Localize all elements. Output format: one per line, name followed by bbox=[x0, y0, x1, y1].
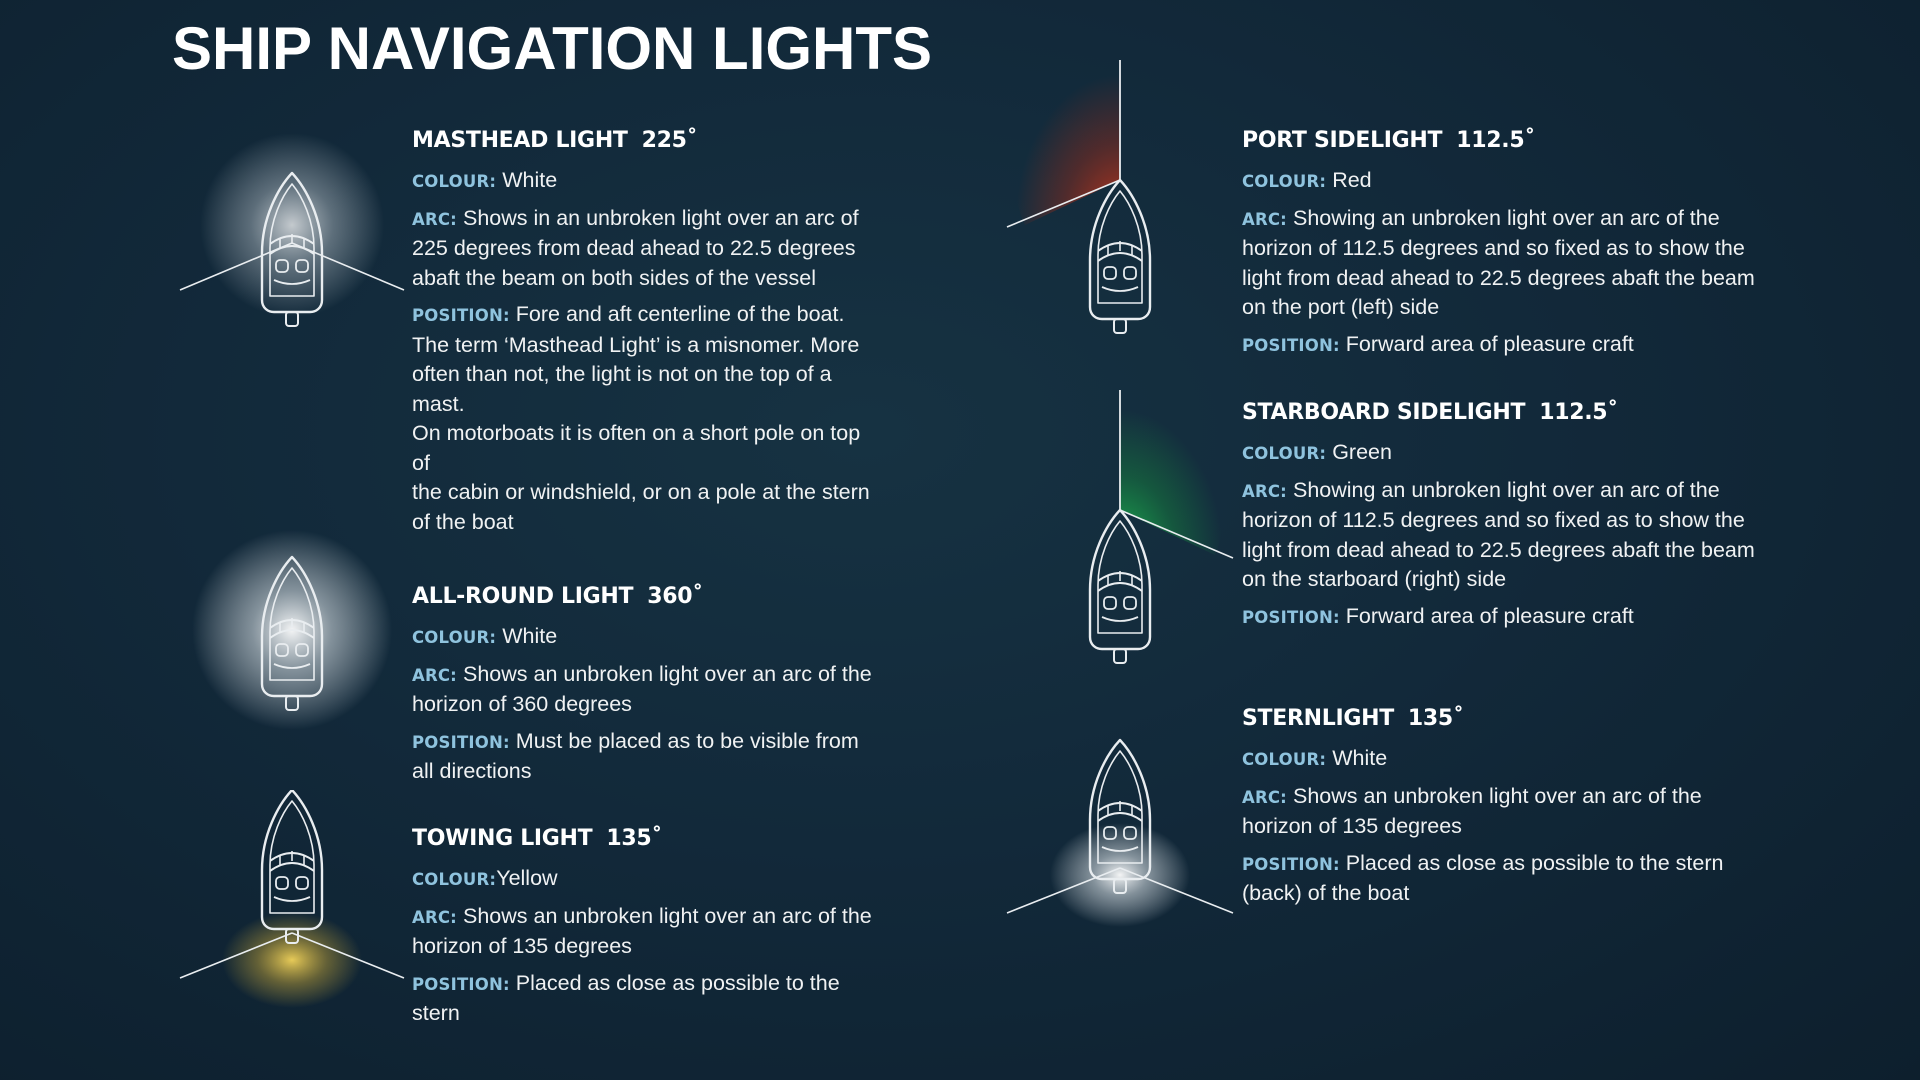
starboard-sidelight-diagram bbox=[995, 390, 1235, 590]
masthead-light-diagram bbox=[170, 130, 410, 330]
stern-arc: ARC: Shows an unbroken light over an arc of the horizon of 135 degrees bbox=[1242, 783, 1702, 838]
masthead-arc: ARC: Shows in an unbroken light over an arc of 225 degrees from dead ahead to 22.5 degrees abaft the beam on both sides of the vessel bbox=[412, 205, 859, 290]
towing-position: POSITION: Placed as close as possible to the stern bbox=[412, 970, 840, 1025]
starboard-sidelight-angle: 112.5˚ bbox=[1539, 400, 1618, 425]
towing-light-angle: 135˚ bbox=[606, 826, 663, 851]
port-position: POSITION: Forward area of pleasure craft bbox=[1242, 331, 1634, 356]
all-round-light-diagram bbox=[170, 520, 410, 720]
port-sidelight-diagram bbox=[995, 55, 1235, 255]
masthead-light-section bbox=[412, 128, 882, 544]
towing-arc: ARC: Shows an unbroken light over an arc of the horizon of 135 degrees bbox=[412, 903, 872, 958]
stern-position: POSITION: Placed as close as possible to the stern (back) of the boat bbox=[1242, 850, 1724, 905]
all-round-light-heading bbox=[412, 584, 882, 609]
starboard-position: POSITION: Forward area of pleasure craft bbox=[1242, 603, 1634, 628]
all-round-light-name: ALL-ROUND LIGHT bbox=[412, 584, 634, 609]
all-round-light-angle: 360˚ bbox=[647, 584, 703, 609]
masthead-note-2: On motorboats it is often on a short pole on top of bbox=[412, 421, 861, 475]
port-sidelight-heading bbox=[1242, 128, 1762, 153]
towing-colour: COLOUR:Yellow bbox=[412, 866, 558, 890]
port-sidelight-name: PORT SIDELIGHT bbox=[1242, 128, 1443, 153]
port-sidelight-section bbox=[1242, 128, 1762, 367]
port-arc: ARC: Showing an unbroken light over an arc of the horizon of 112.5 degrees and so fixed as to show the light from dead ahead to 22.5 degrees abaft the beam on the port (left) side bbox=[1242, 205, 1755, 319]
all-round-arc: ARC: Shows an unbroken light over an arc of the horizon of 360 degrees bbox=[412, 661, 872, 716]
masthead-position: POSITION: Fore and aft centerline of the boat. bbox=[412, 302, 845, 326]
towing-light-diagram bbox=[170, 790, 410, 990]
masthead-light-heading bbox=[412, 128, 882, 153]
masthead-note-1: The term ‘Masthead Light’ is a misnomer. More often than not, the light is not on the top of a mast. bbox=[412, 332, 860, 416]
starboard-arc-extra: on the starboard (right) side bbox=[1242, 567, 1507, 591]
masthead-light-angle: 225˚ bbox=[641, 128, 698, 153]
sternlight-section bbox=[1242, 706, 1762, 916]
starboard-arc: ARC: Showing an unbroken light over an arc of the horizon of 112.5 degrees and so fixed as to show the light from dead ahead to 22.5 degrees abaft the beam bbox=[1242, 477, 1755, 562]
towing-light-section bbox=[412, 826, 882, 1036]
all-round-position: POSITION: Must be placed as to be visible from all directions bbox=[412, 728, 859, 783]
all-round-light-section bbox=[412, 584, 882, 794]
stern-colour: COLOUR: White bbox=[1242, 746, 1388, 770]
starboard-sidelight-heading bbox=[1242, 400, 1762, 425]
sternlight-heading bbox=[1242, 706, 1762, 731]
starboard-sidelight-name: STARBOARD SIDELIGHT bbox=[1242, 400, 1526, 425]
port-colour: COLOUR: Red bbox=[1242, 168, 1372, 192]
port-sidelight-angle: 112.5˚ bbox=[1456, 128, 1536, 153]
sternlight-name: STERNLIGHT bbox=[1242, 706, 1394, 731]
all-round-colour: COLOUR: White bbox=[412, 624, 558, 648]
masthead-colour: COLOUR: White bbox=[412, 168, 558, 192]
masthead-note-3: the cabin or windshield, or on a pole at the stern of the boat bbox=[412, 480, 870, 534]
masthead-light-name: MASTHEAD LIGHT bbox=[412, 128, 628, 153]
starboard-sidelight-section bbox=[1242, 400, 1762, 639]
towing-light-name: TOWING LIGHT bbox=[412, 826, 593, 851]
sternlight-angle: 135˚ bbox=[1407, 706, 1464, 731]
page-title: SHIP NAVIGATION LIGHTS bbox=[172, 15, 933, 82]
sternlight-diagram bbox=[995, 735, 1235, 935]
starboard-colour: COLOUR: Green bbox=[1242, 440, 1392, 464]
towing-light-heading bbox=[412, 826, 882, 851]
